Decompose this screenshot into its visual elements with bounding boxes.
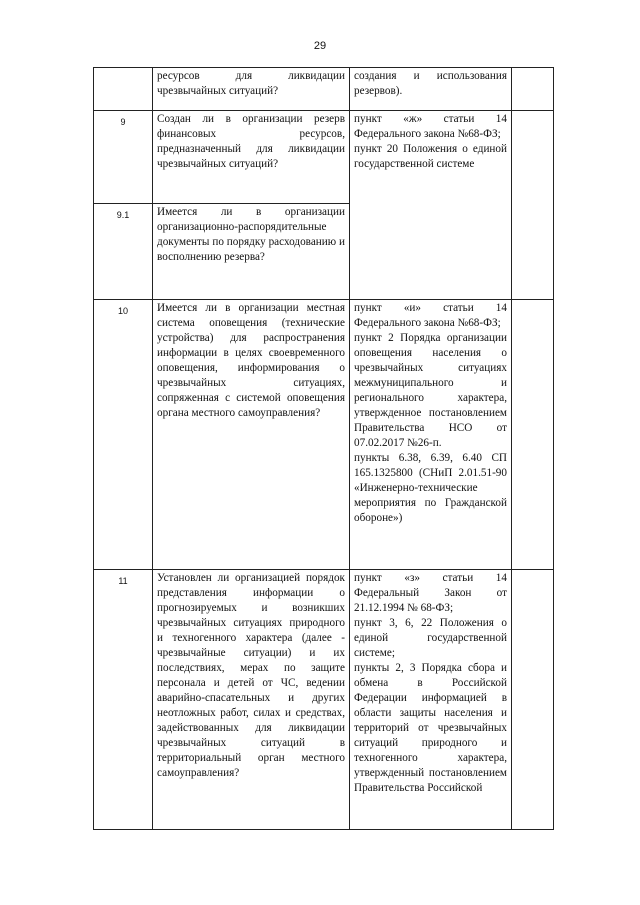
table-row: [94, 68, 554, 111]
reference-cell: [350, 111, 512, 300]
note-cell: [512, 300, 554, 570]
note-cell: [512, 570, 554, 830]
reference-cell: [350, 300, 512, 570]
question-cell: Имеется ли в организации организационно-распорядительные документы по порядку расходованию и восполнению резерва?: [153, 204, 350, 300]
question-cell: Установлен ли организацией порядок представления информации о прогнозируемых и возникших чрезвычайных ситуациях природного и техногенного характера (далее - чрезвычайные ситуации) и их последствиях, мерах по защите персонала и детей от ЧС, ведении аварийно-спасательных и других неотложных работ, силах и средствах, задействованных для ликвидации чрезвычайных ситуаций в территориальный орган местного самоуправления?: [153, 570, 350, 830]
table-row: [94, 300, 554, 570]
row-number: 10: [94, 300, 153, 570]
inspection-checklist-table: [93, 67, 554, 830]
reference-line: создания и использования резервов).: [354, 70, 507, 97]
reference-cell: [350, 68, 512, 111]
row-number: [94, 68, 153, 111]
row-number: 9: [94, 111, 153, 204]
question-cell: Имеется ли в организации местная система оповещения (технические устройства) для распространения информации в целях своевременного оповещения, информирования о чрезвычайных ситуациях, сопряженная с системой оповещения органа местного самоуправления?: [153, 300, 350, 570]
reference-line: пункт 2 Порядка организации оповещения населения о чрезвычайных ситуациях межмуниципального и регионального характера, утвержденное постановлением Правительства НСО от 07.02.2017 №26-п.: [354, 332, 507, 449]
table-row: [94, 111, 554, 204]
row-number: 9.1: [94, 204, 153, 300]
reference-line: пункт 3, 6, 22 Положения о единой государственной системе;: [354, 617, 507, 659]
reference-line: пункт «ж» статьи 14 Федерального закона №68-ФЗ;: [354, 113, 507, 140]
reference-line: пункты 6.38, 6.39, 6.40 СП 165.1325800 (СНиП 2.01.51-90 «Инженерно-технические мероприятия по Гражданской обороне»): [354, 452, 507, 524]
page-number: 29: [313, 40, 327, 52]
reference-cell: [350, 570, 512, 830]
note-cell: [512, 68, 554, 111]
note-cell: [512, 111, 554, 300]
reference-line: пункты 2, 3 Порядка сбора и обмена в Российской Федерации информацией в области защиты населения и территорий от чрезвычайных ситуаций природного и техногенного характера, утвержденный постановлением Правительства Российской: [354, 662, 507, 794]
reference-line: пункт «и» статьи 14 Федерального закона №68-ФЗ;: [354, 302, 507, 329]
question-cell: Создан ли в организации резерв финансовых ресурсов, предназначенный для ликвидации чрезвычайных ситуаций?: [153, 111, 350, 204]
question-cell: ресурсов для ликвидации чрезвычайных ситуаций?: [153, 68, 350, 111]
row-number: 11: [94, 570, 153, 830]
reference-line: пункт «з» статьи 14 Федеральный Закон от 21.12.1994 № 68-ФЗ;: [354, 572, 507, 614]
table-row: [94, 570, 554, 830]
reference-line: пункт 20 Положения о единой государственной системе: [354, 143, 507, 170]
